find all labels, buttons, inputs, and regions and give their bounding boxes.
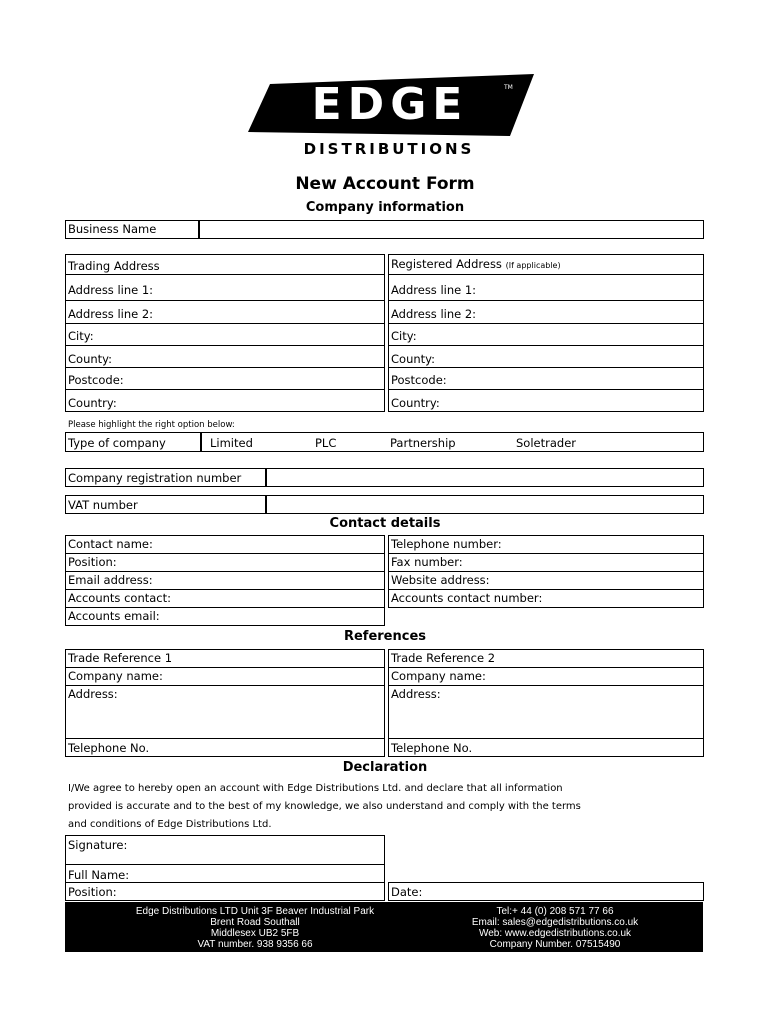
logo-subtitle: DISTRIBUTIONS bbox=[303, 140, 475, 158]
trade-reference-1-label: Trade Reference 1 bbox=[65, 649, 385, 668]
option-soletrader[interactable]: Soletrader bbox=[516, 436, 576, 450]
telephone-number-field[interactable]: Telephone number: bbox=[388, 535, 704, 554]
trading-country[interactable]: Country: bbox=[65, 389, 385, 412]
registered-address-line1[interactable]: Address line 1: bbox=[388, 274, 704, 301]
trade-ref2-company-name[interactable]: Company name: bbox=[388, 667, 704, 686]
form-title: New Account Form bbox=[295, 174, 475, 194]
footer-contact-block bbox=[435, 906, 675, 950]
contact-email-field[interactable]: Email address: bbox=[65, 571, 385, 590]
edge-logo bbox=[248, 74, 538, 164]
if-applicable-note: (If applicable) bbox=[505, 261, 561, 270]
trade-reference-2-label: Trade Reference 2 bbox=[388, 649, 704, 668]
vat-number-label: VAT number bbox=[65, 495, 267, 514]
declaration-position-field[interactable]: Position: bbox=[65, 882, 385, 901]
type-of-company-label: Type of company bbox=[68, 436, 166, 450]
trading-address-label: Trading Address bbox=[65, 254, 385, 275]
footer-road: Brent Road Southall bbox=[210, 917, 300, 928]
option-partnership[interactable]: Partnership bbox=[390, 436, 456, 450]
footer-contact-bar bbox=[65, 902, 703, 952]
registered-address-text: Registered Address bbox=[391, 257, 502, 271]
trade-ref2-address[interactable]: Address: bbox=[388, 685, 704, 739]
footer-vat: VAT number. 938 9356 66 bbox=[197, 939, 313, 950]
declaration-line-1: I/We agree to hereby open an account with Edge Distributions Ltd. and declare that all information bbox=[68, 783, 563, 794]
type-divider bbox=[200, 432, 202, 452]
contact-position-field[interactable]: Position: bbox=[65, 553, 385, 572]
trade-ref1-address[interactable]: Address: bbox=[65, 685, 385, 739]
option-plc[interactable]: PLC bbox=[315, 436, 337, 450]
logo-word: EDGE bbox=[311, 79, 469, 130]
footer-postcode: Middlesex UB2 5FB bbox=[210, 928, 300, 939]
trading-address-line2[interactable]: Address line 2: bbox=[65, 300, 385, 324]
section-contact-details: Contact details bbox=[329, 516, 441, 531]
section-references: References bbox=[343, 629, 427, 644]
company-registration-label: Company registration number bbox=[65, 468, 267, 487]
business-name-field[interactable] bbox=[198, 220, 704, 239]
website-address-field[interactable]: Website address: bbox=[388, 571, 704, 590]
declaration-line-3: and conditions of Edge Distributions Ltd. bbox=[68, 819, 272, 830]
section-declaration: Declaration bbox=[342, 760, 428, 775]
logo-trademark: TM bbox=[504, 84, 513, 91]
registered-country[interactable]: Country: bbox=[388, 389, 704, 412]
contact-name-field[interactable]: Contact name: bbox=[65, 535, 385, 554]
full-name-field[interactable]: Full Name: bbox=[65, 864, 385, 883]
footer-address-block bbox=[105, 906, 405, 950]
registered-city[interactable]: City: bbox=[388, 323, 704, 346]
accounts-contact-number-field[interactable]: Accounts contact number: bbox=[388, 589, 704, 608]
footer-company-address: Edge Distributions LTD Unit 3F Beaver Industrial Park bbox=[135, 906, 375, 917]
date-field[interactable]: Date: bbox=[388, 882, 704, 901]
registered-address-label bbox=[388, 254, 704, 275]
business-name-label: Business Name bbox=[65, 220, 200, 239]
footer-company-number: Company Number. 07515490 bbox=[489, 939, 621, 950]
section-company-information: Company information bbox=[305, 200, 465, 215]
footer-email: Email: sales@edgedistributions.co.uk bbox=[471, 917, 639, 928]
signature-field[interactable]: Signature: bbox=[65, 835, 385, 865]
trading-city[interactable]: City: bbox=[65, 323, 385, 346]
vat-number-field[interactable] bbox=[265, 495, 704, 514]
footer-telephone: Tel:+ 44 (0) 208 571 77 66 bbox=[496, 906, 614, 917]
option-limited[interactable]: Limited bbox=[210, 436, 253, 450]
highlight-note: Please highlight the right option below: bbox=[68, 420, 235, 430]
accounts-contact-field[interactable]: Accounts contact: bbox=[65, 589, 385, 608]
trade-ref1-telephone[interactable]: Telephone No. bbox=[65, 738, 385, 757]
declaration-line-2: provided is accurate and to the best of my knowledge, we also understand and comply with the terms bbox=[68, 801, 581, 812]
footer-web: Web: www.edgedistributions.co.uk bbox=[478, 928, 632, 939]
registered-address-line2[interactable]: Address line 2: bbox=[388, 300, 704, 324]
company-registration-field[interactable] bbox=[265, 468, 704, 487]
accounts-email-field[interactable]: Accounts email: bbox=[65, 607, 385, 626]
fax-number-field[interactable]: Fax number: bbox=[388, 553, 704, 572]
trading-county[interactable]: County: bbox=[65, 345, 385, 368]
trade-ref1-company-name[interactable]: Company name: bbox=[65, 667, 385, 686]
registered-county[interactable]: County: bbox=[388, 345, 704, 368]
registered-postcode[interactable]: Postcode: bbox=[388, 367, 704, 390]
trading-address-line1[interactable]: Address line 1: bbox=[65, 274, 385, 301]
trade-ref2-telephone[interactable]: Telephone No. bbox=[388, 738, 704, 757]
trading-postcode[interactable]: Postcode: bbox=[65, 367, 385, 390]
